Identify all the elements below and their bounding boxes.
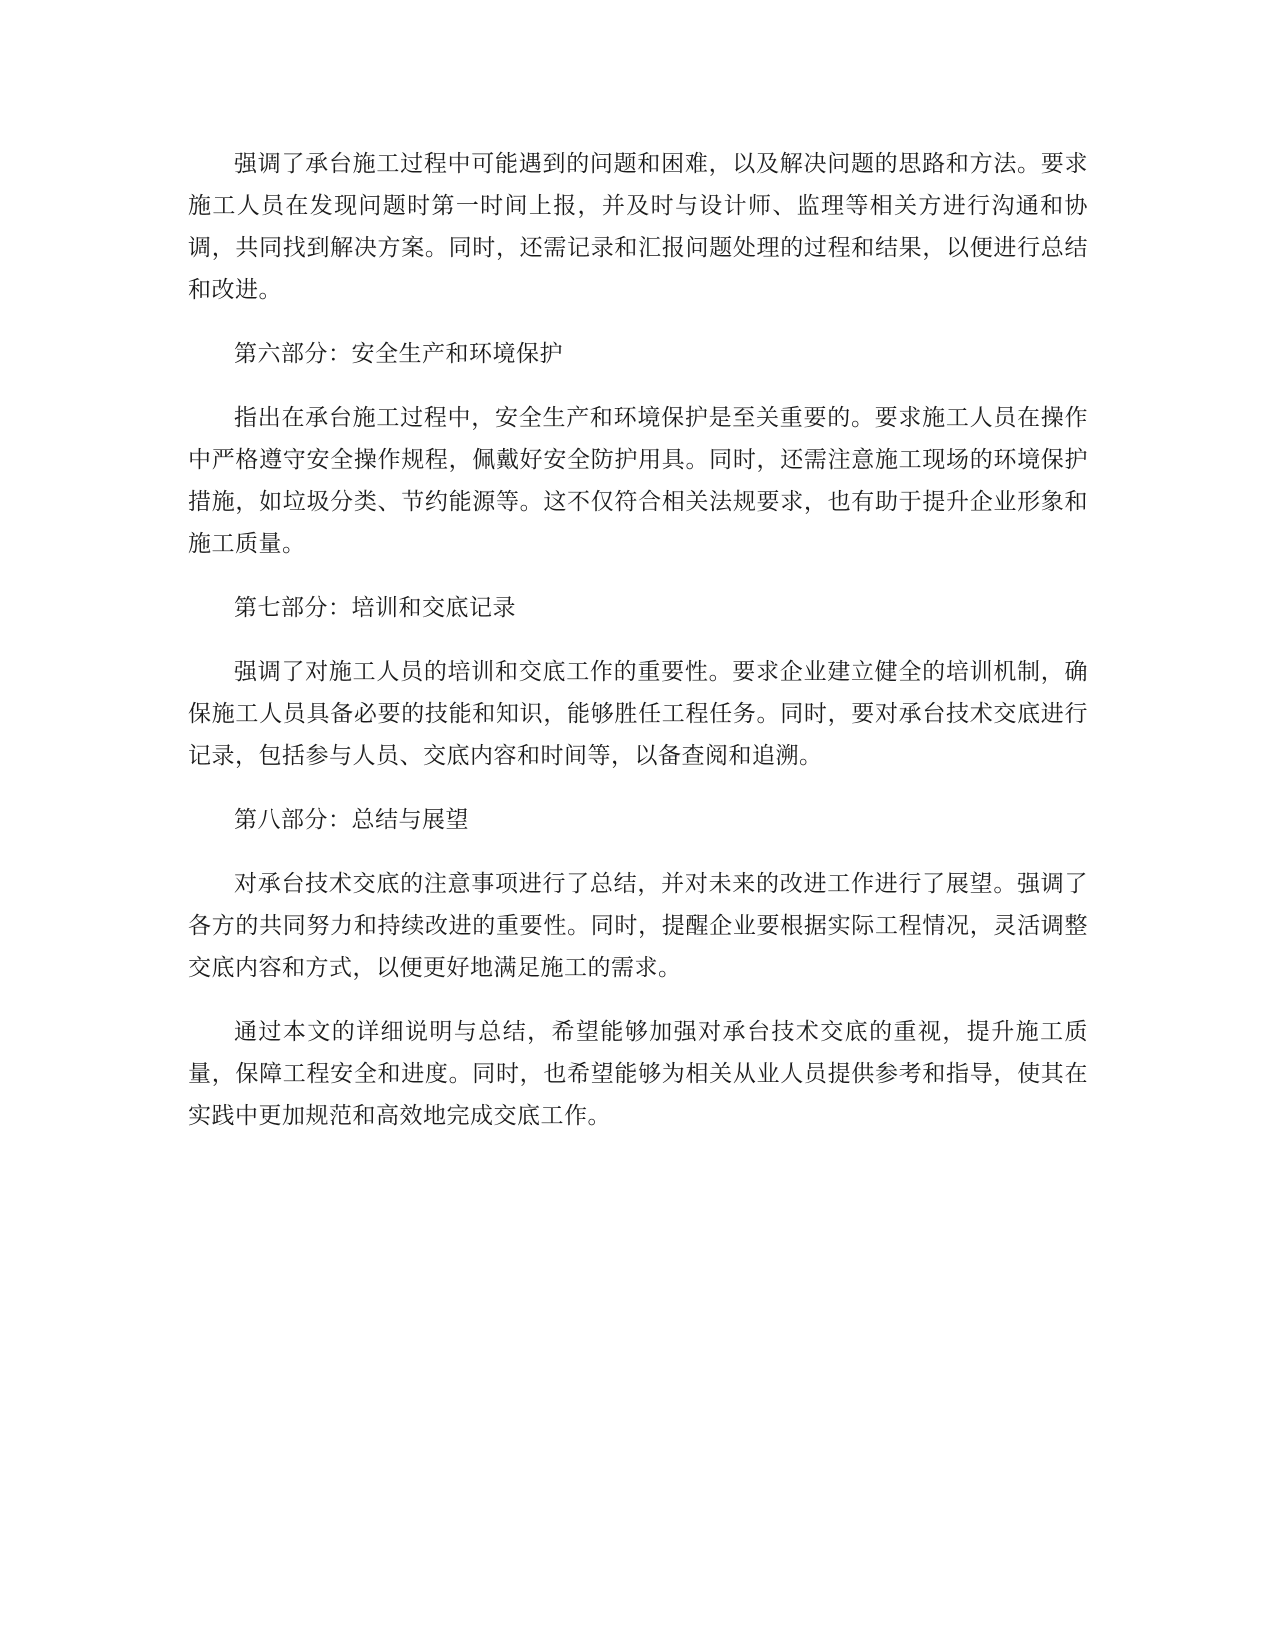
section-heading-part-eight: 第八部分：总结与展望 [234,807,469,833]
paragraph-problem-solving: 强调了承台施工过程中可能遇到的问题和困难，以及解决问题的思路和方法。要求施工人员在发现问题时第一时间上报，并及时与设计师、监理等相关方进行沟通和协调，共同找到解决方案。同时，还需记录和汇报问题处理的过程和结果，以便进行总结和改进。 [188,151,1088,303]
paragraph-safety-environment: 指出在承台施工过程中，安全生产和环境保护是至关重要的。要求施工人员在操作中严格遵守安全操作规程，佩戴好安全防护用具。同时，还需注意施工现场的环境保护措施，如垃圾分类、节约能源等。这不仅符合相关法规要求，也有助于提升企业形象和施工质量。 [188,405,1088,557]
paragraph-training-records: 强调了对施工人员的培训和交底工作的重要性。要求企业建立健全的培训机制，确保施工人员具备必要的技能和知识，能够胜任工程任务。同时，要对承台技术交底进行记录，包括参与人员、交底内容和时间等，以备查阅和追溯。 [188,659,1088,769]
document-body [188,143,1088,1159]
section-heading-part-seven: 第七部分：培训和交底记录 [234,595,516,621]
paragraph-conclusion: 通过本文的详细说明与总结，希望能够加强对承台技术交底的重视，提升施工质量，保障工程安全和进度。同时，也希望能够为相关从业人员提供参考和指导，使其在实践中更加规范和高效地完成交底工作。 [188,1019,1088,1129]
section-heading-part-six: 第六部分：安全生产和环境保护 [234,341,563,367]
paragraph-summary-outlook: 对承台技术交底的注意事项进行了总结，并对未来的改进工作进行了展望。强调了各方的共同努力和持续改进的重要性。同时，提醒企业要根据实际工程情况，灵活调整交底内容和方式，以便更好地满足施工的需求。 [188,871,1088,981]
